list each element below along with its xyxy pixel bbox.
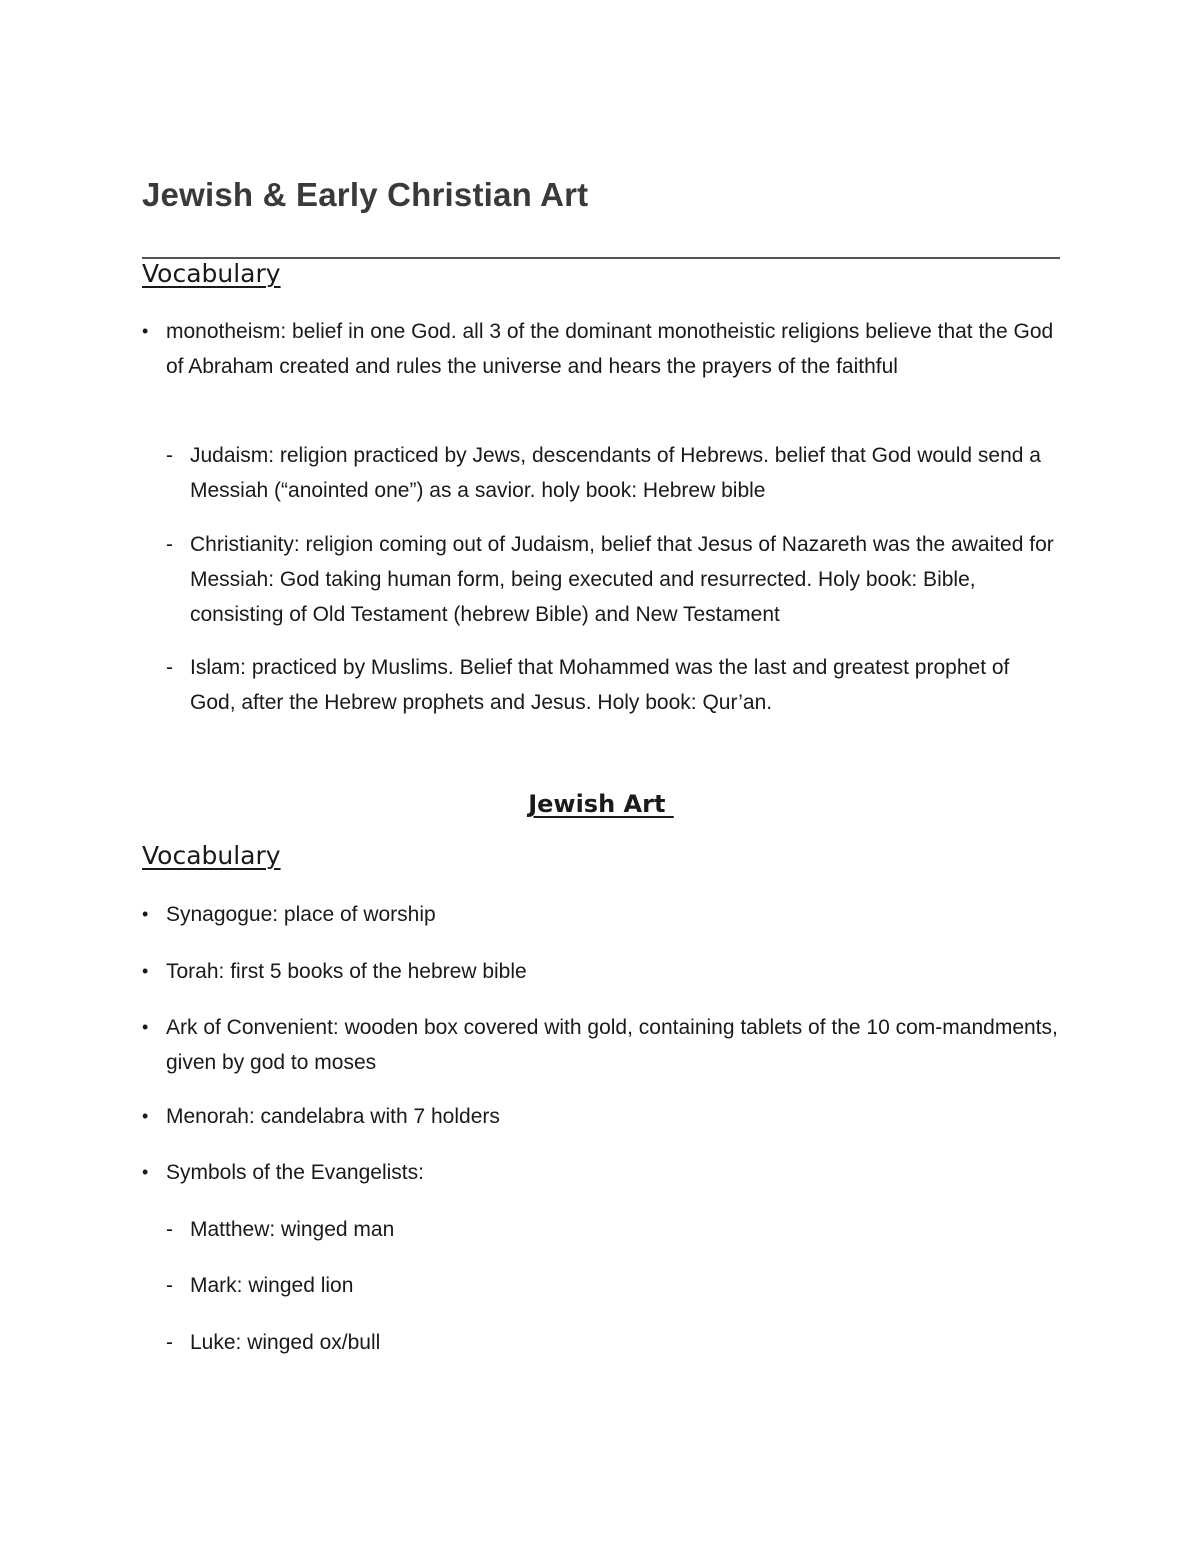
bullet-marker: • (142, 321, 149, 341)
list-item-text: Judaism: religion practiced by Jews, descendants of Hebrews. belief that God would send a Messiah (“anointed one”) as a savior. holy book: Hebrew bible (190, 444, 1041, 502)
list-item-christianity (166, 527, 1060, 632)
list-item-text: Islam: practiced by Muslims. Belief that Mohammed was the last and greatest prophet of God, after the Hebrew prophets and Jesus. Holy book: Qur’an. (190, 656, 1010, 714)
list-item-text: Symbols of the Evangelists: (166, 1161, 424, 1184)
dash-marker: - (166, 444, 173, 467)
list-item-text: monotheism: belief in one God. all 3 of the dominant monotheistic religions believe that the God of Abraham created and rules the universe and hears the prayers of the faithful (166, 320, 1054, 378)
list-item-mark (166, 1268, 1060, 1303)
list-item-menorah (142, 1099, 1058, 1134)
list-item-ark (142, 1010, 1058, 1080)
jewish-art-heading: Jewish Art (528, 790, 674, 818)
list-item-text: Matthew: winged man (190, 1218, 395, 1241)
list-item-text: Ark of Convenient: wooden box covered with gold, containing tablets of the 10 com-mandments, given by god to moses (166, 1016, 1058, 1074)
list-item-text: Luke: winged ox/bull (190, 1331, 381, 1354)
bullet-marker: • (142, 1106, 149, 1126)
list-item-monotheism (142, 314, 1058, 384)
list-item-text: Torah: first 5 books of the hebrew bible (166, 960, 527, 983)
list-item-text: Synagogue: place of worship (166, 903, 436, 926)
list-item-text: Menorah: candelabra with 7 holders (166, 1105, 500, 1128)
bullet-marker: • (142, 904, 149, 924)
list-item-synagogue (142, 897, 1058, 932)
list-item-torah (142, 954, 1058, 989)
list-item-evangelists (142, 1155, 1058, 1190)
document-title: Jewish & Early Christian Art (142, 176, 589, 213)
dash-marker: - (166, 1331, 173, 1354)
vocabulary-heading: Vocabulary (142, 259, 281, 288)
bullet-marker: • (142, 961, 149, 981)
list-item-text: Christianity: religion coming out of Judaism, belief that Jesus of Nazareth was the awaited for Messiah: God taking human form, being executed and resurrected. Holy book: Bible, consisting of Old Testament (hebrew Bible) and New Testament (190, 533, 1054, 626)
list-item-matthew (166, 1212, 1060, 1247)
list-item-judaism (166, 438, 1060, 508)
list-item-islam (166, 650, 1060, 720)
dash-marker: - (166, 1274, 173, 1297)
list-item-luke (166, 1325, 1060, 1360)
dash-marker: - (166, 656, 173, 679)
bullet-marker: • (142, 1162, 149, 1182)
list-item-text: Mark: winged lion (190, 1274, 354, 1297)
dash-marker: - (166, 533, 173, 556)
dash-marker: - (166, 1218, 173, 1241)
jewish-art-vocabulary-heading: Vocabulary (142, 841, 281, 870)
bullet-marker: • (142, 1017, 149, 1037)
